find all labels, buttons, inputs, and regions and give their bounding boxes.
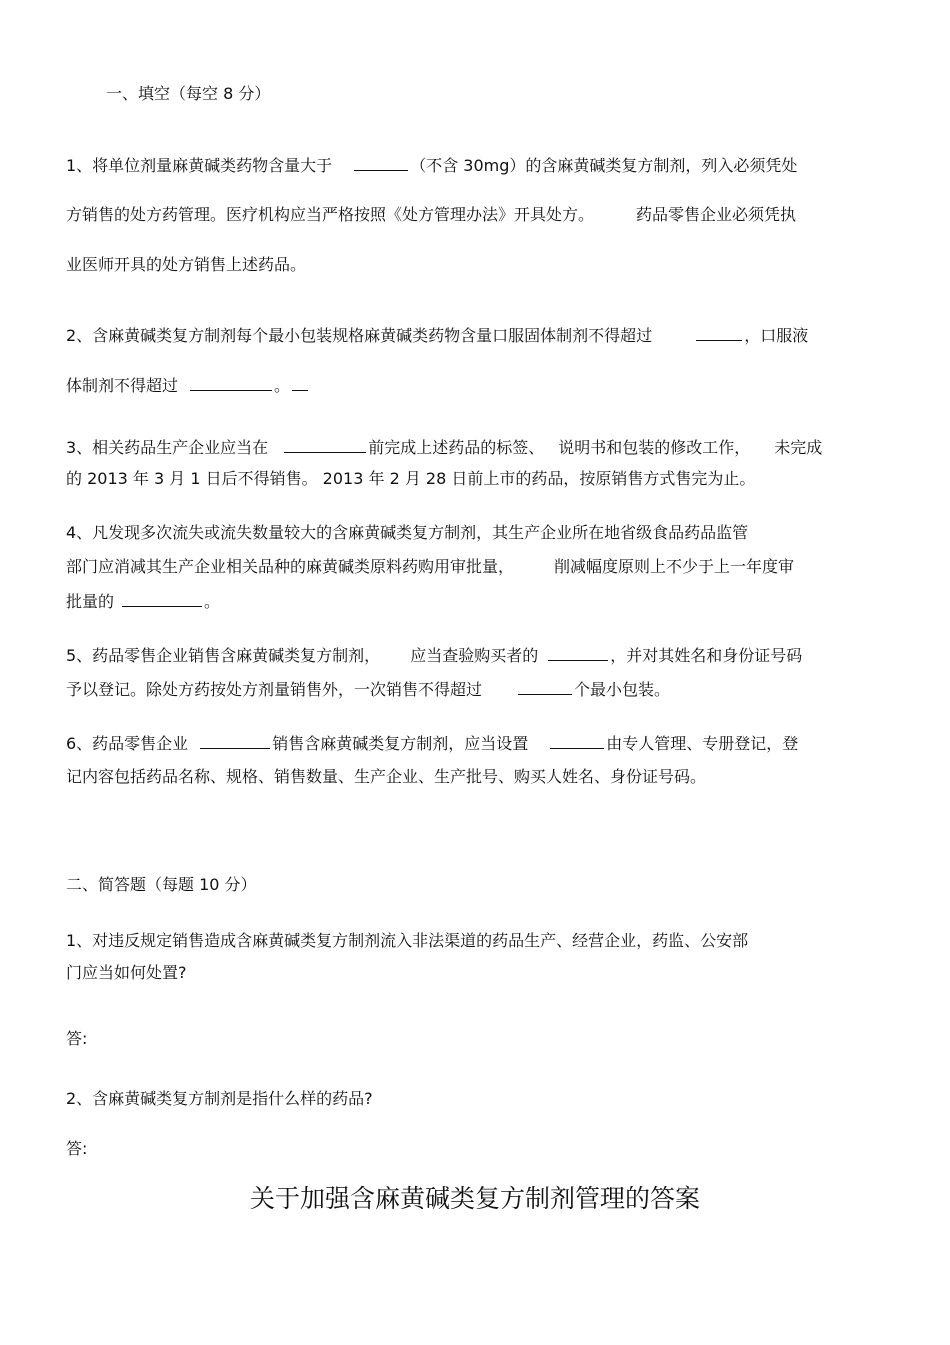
q2-text-d: 。 [274, 376, 291, 395]
q1-text-c: 方销售的处方药管理。医疗机构应当严格按照《处方管理办法》开具处方。 [66, 205, 595, 224]
q5-text-b: 应当查验购买者的 [410, 646, 539, 665]
q2-blank-tail [292, 374, 308, 391]
section1-heading: 一、填空（每空 8 分） [106, 84, 271, 103]
q5-text-c: ，并对其姓名和身份证号码 [610, 646, 803, 665]
s2-q1-line2: 门应当如何处置? [66, 963, 187, 982]
q3-line1 [66, 436, 822, 459]
q1-text-a: 1、将单位剂量麻黄碱类药物含量大于 [66, 156, 333, 175]
q1-line1 [66, 154, 797, 177]
q5-line1 [66, 644, 802, 667]
q6-blank-1 [200, 732, 270, 749]
q6-line1 [66, 732, 798, 755]
q6-line2: 记内容包括药品名称、规格、销售数量、生产企业、生产批号、购买人姓名、身份证号码。 [66, 767, 707, 786]
q4-text-c: 批量的 [66, 592, 115, 611]
q2-text-a: 2、含麻黄碱类复方制剂每个最小包装规格麻黄碱类药物含量口服固体制剂不得超过 [66, 326, 653, 345]
q6-text-b: 销售含麻黄碱类复方制剂，应当设置 [272, 734, 529, 753]
q2-text-c: 体制剂不得超过 [66, 376, 179, 395]
q3-blank [284, 436, 366, 453]
q2-blank-2 [190, 374, 272, 391]
q1-line3: 业医师开具的处方销售上述药品。 [66, 255, 307, 274]
q6-text-a: 6、药品零售企业 [66, 734, 189, 753]
q1-blank [354, 154, 408, 171]
q3-text-c: 说明书和包装的修改工作， [558, 438, 751, 457]
q1-line2 [66, 204, 796, 226]
q5-line2 [66, 678, 670, 701]
q2-text-b: ，口服液 [744, 326, 809, 345]
s2-answer-1: 答: [66, 1029, 88, 1048]
q4-text-a: 部门应消减其生产企业相关品种的麻黄碱类原料药购用审批量， [66, 557, 515, 576]
q6-blank-2 [550, 732, 604, 749]
s2-q1-line1: 1、对违反规定销售造成含麻黄碱类复方制剂流入非法渠道的药品生产、经营企业，药监、公安部 [66, 931, 749, 950]
q6-text-c: 由专人管理、专册登记，登 [606, 734, 799, 753]
q1-text-b: （不含 30mg）的含麻黄碱类复方制剂，列入必须凭处 [410, 156, 798, 175]
q4-line3 [66, 590, 220, 613]
q3-text-b: 前完成上述药品的标签、 [368, 438, 545, 457]
q1-text-d: 药品零售企业必须凭执 [636, 205, 797, 224]
q5-text-e: 个最小包装。 [574, 680, 671, 699]
q3-text-a: 3、相关药品生产企业应当在 [66, 438, 269, 457]
q2-line2 [66, 374, 310, 397]
q5-blank-1 [548, 644, 608, 661]
q5-text-a: 5、药品零售企业销售含麻黄碱类复方制剂， [66, 646, 381, 665]
q4-line1: 4、凡发现多次流失或流失数量较大的含麻黄碱类复方制剂，其生产企业所在地省级食品药品监管 [66, 523, 749, 542]
section2-heading: 二、简答题（每题 10 分） [66, 875, 257, 894]
q2-line1 [66, 324, 808, 347]
q4-blank [122, 590, 202, 607]
s2-answer-2: 答: [66, 1139, 88, 1158]
answer-title: 关于加强含麻黄碱类复方制剂管理的答案 [249, 1184, 700, 1213]
q3-line2: 的 2013 年 3 月 1 日后不得销售。 2013 年 2 月 28 日前上市的药品，按原销售方式售完为止。 [66, 469, 756, 488]
q5-blank-2 [518, 678, 572, 695]
q3-text-d: 未完成 [774, 438, 823, 457]
q4-text-d: 。 [204, 592, 221, 611]
q4-line2 [66, 556, 794, 578]
q2-blank-1 [696, 324, 742, 341]
q4-text-b: 削减幅度原则上不少于上一年度审 [554, 557, 795, 576]
s2-q2: 2、含麻黄碱类复方制剂是指什么样的药品? [66, 1089, 373, 1108]
q5-text-d: 予以登记。除处方药按处方剂量销售外，一次销售不得超过 [66, 680, 483, 699]
